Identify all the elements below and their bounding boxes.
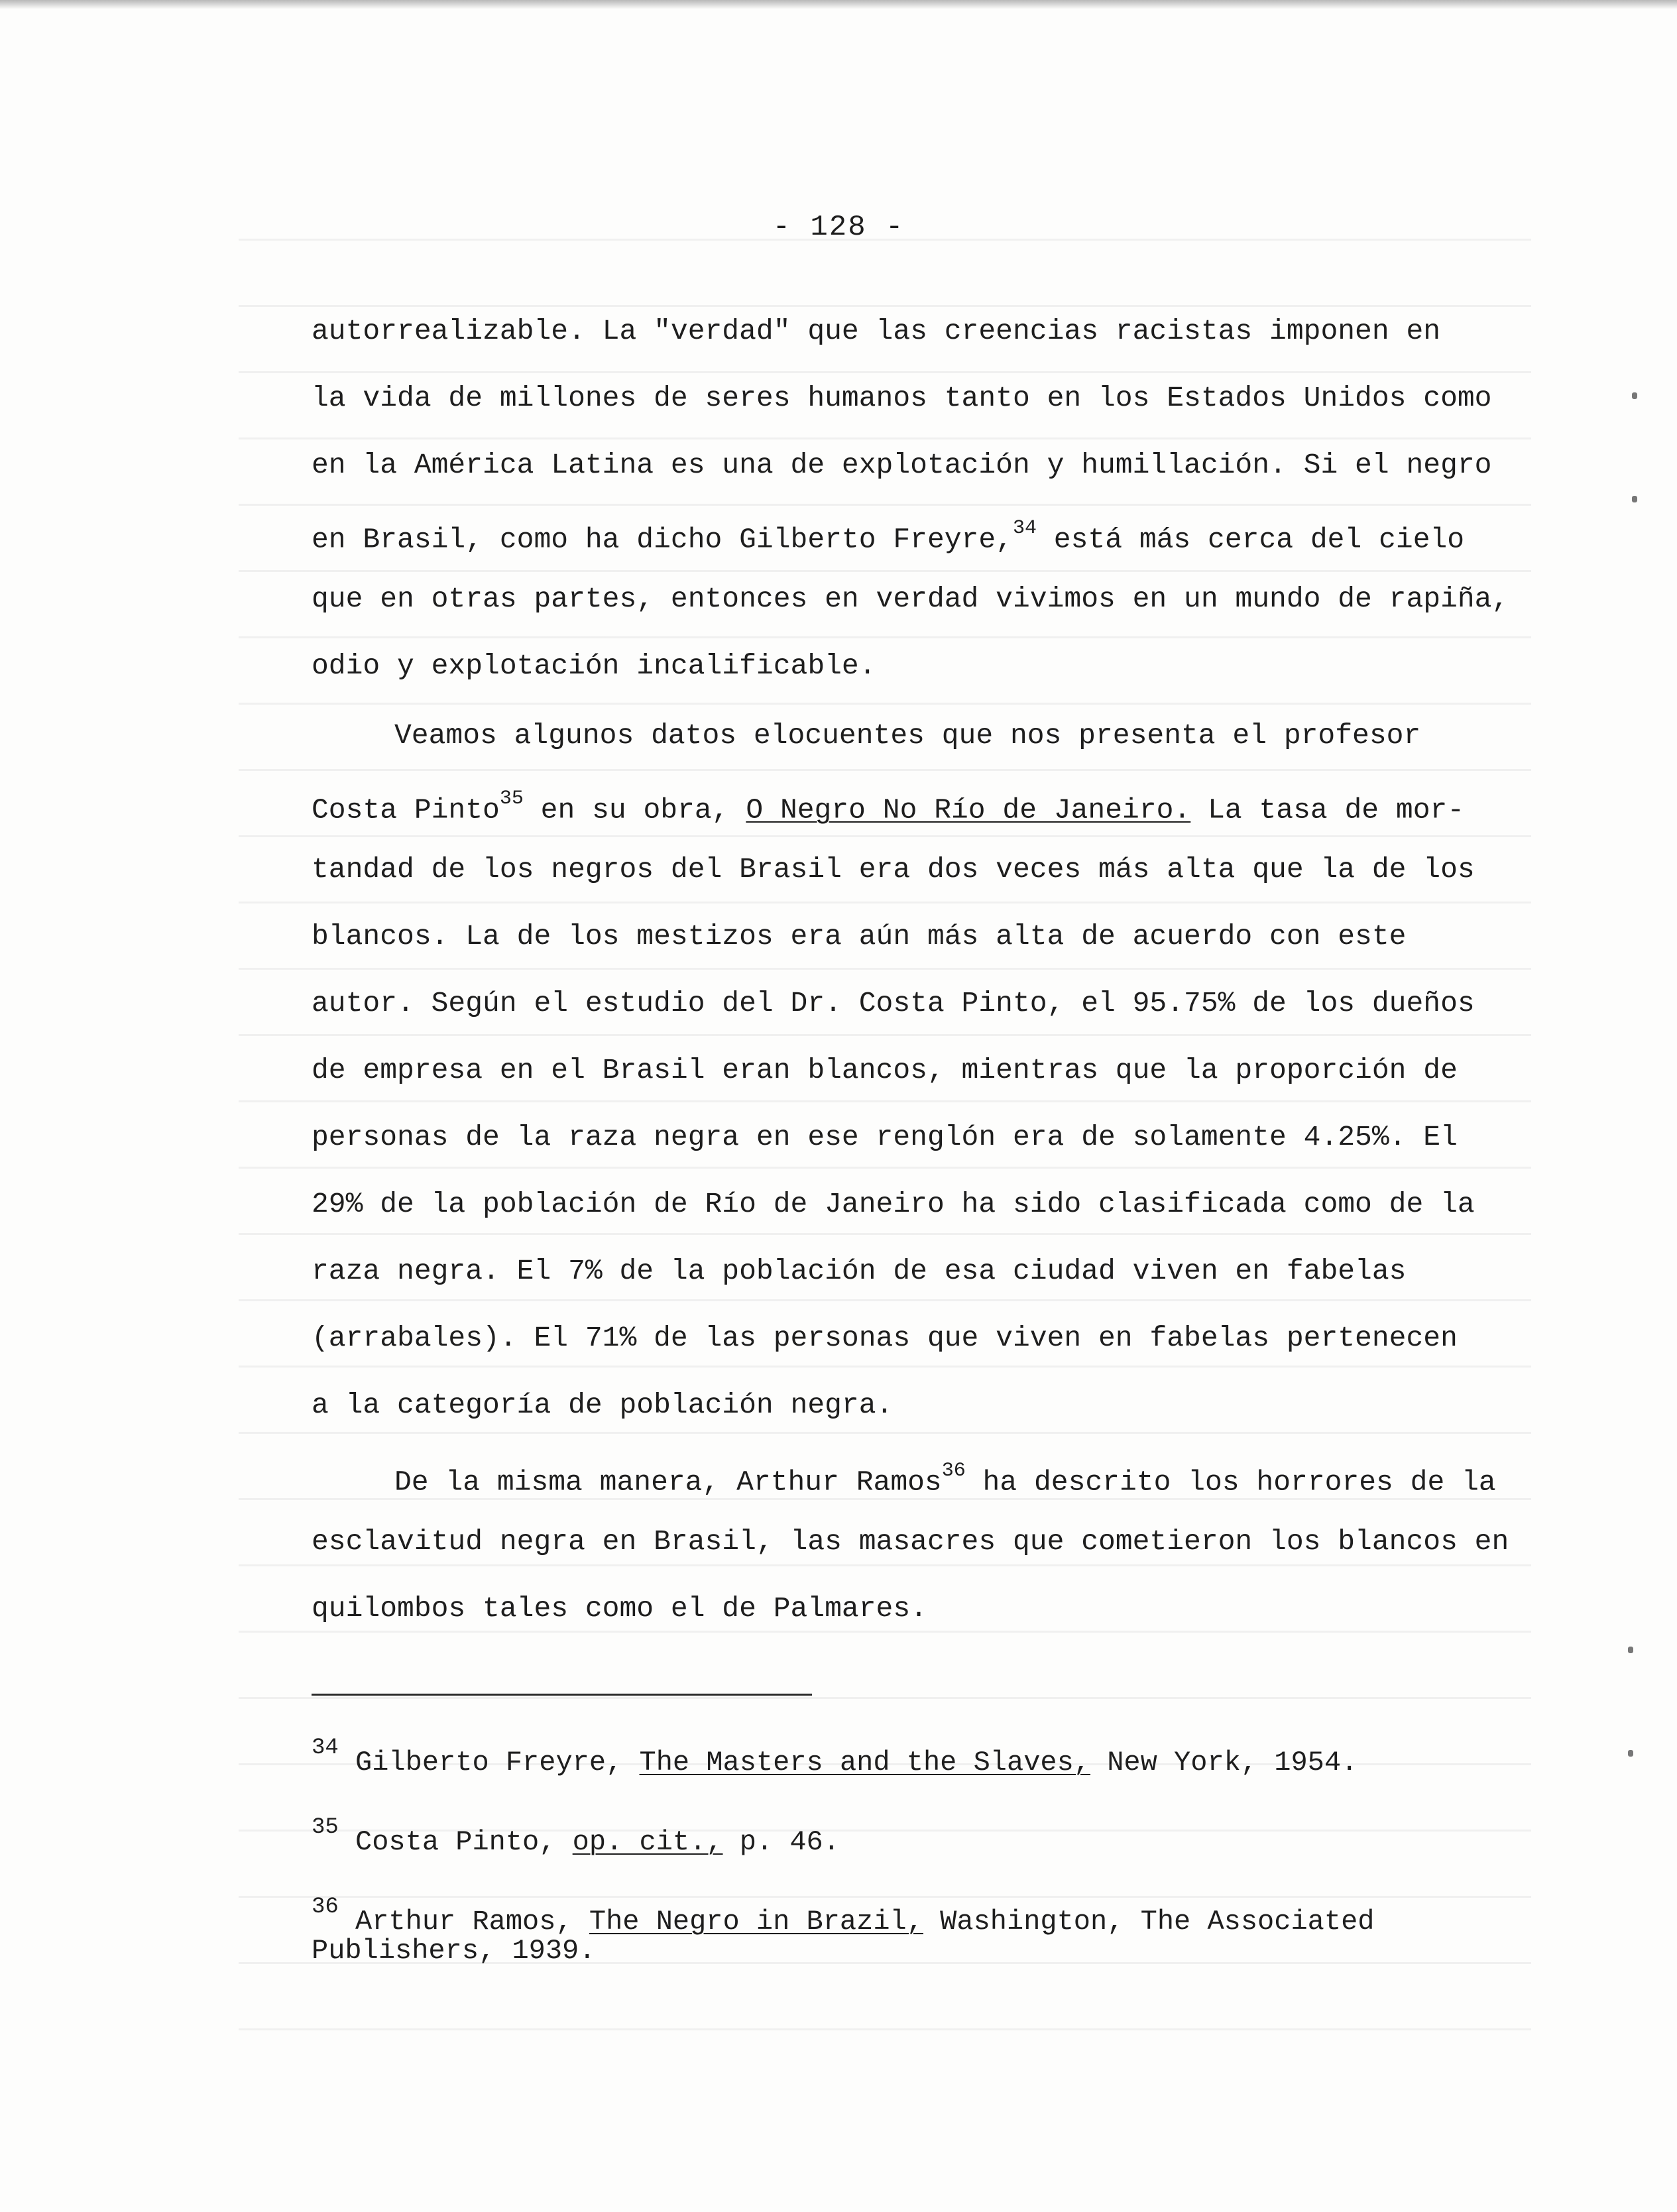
text-run: en Brasil, como ha dicho Gilberto Freyre, <box>312 523 1013 556</box>
text-run: ha descrito los horrores de la <box>965 1466 1496 1499</box>
body-line-15: raza negra. El 7% de la población de esa ciudad viven en fabelas <box>312 1255 1407 1287</box>
body-line-8 <box>312 786 1465 827</box>
scan-top-edge <box>0 0 1677 9</box>
body-line-17: a la categoría de población negra. <box>312 1389 894 1421</box>
body-line-5: que en otras partes, entonces en verdad vivimos en un mundo de rapiña, <box>312 583 1509 615</box>
work-title: The Negro in Brazil, <box>589 1906 923 1938</box>
text-run: New York, 1954. <box>1090 1747 1358 1778</box>
body-line-12: de empresa en el Brasil eran blancos, mientras que la proporción de <box>312 1054 1458 1086</box>
scan-speck <box>1632 496 1637 502</box>
text-run: p. 46. <box>723 1826 840 1858</box>
footnote-36 <box>312 1894 1375 1938</box>
text-run: Costa Pinto, <box>338 1826 573 1858</box>
scan-speck <box>1628 1750 1633 1757</box>
footnote-ref-35: 35 <box>499 787 524 810</box>
text-run: De la misma manera, Arthur Ramos <box>394 1466 942 1499</box>
footnote-35 <box>312 1815 840 1859</box>
footnote-divider <box>312 1694 812 1696</box>
body-line-18 <box>394 1458 1496 1499</box>
body-line-19: esclavitud negra en Brasil, las masacres que cometieron los blancos en <box>312 1525 1509 1558</box>
body-line-16: (arrabales). El 71% de las personas que viven en fabelas pertenecen <box>312 1322 1458 1354</box>
text-run: Washington, The Associated <box>923 1906 1375 1938</box>
footnote-number: 36 <box>312 1894 339 1920</box>
text-run: Arthur Ramos, <box>338 1906 589 1938</box>
body-line-13: personas de la raza negra en ese renglón era de solamente 4.25%. El <box>312 1121 1458 1153</box>
footnote-ref-34: 34 <box>1012 517 1037 540</box>
footnote-ref-36: 36 <box>941 1460 966 1482</box>
work-title: O Negro No Río de Janeiro. <box>746 793 1191 827</box>
body-line-7: Veamos algunos datos elocuentes que nos presenta el profesor <box>394 719 1421 752</box>
body-line-6: odio y explotación incalificable. <box>312 650 876 682</box>
body-line-3: en la América Latina es una de explotación y humillación. Si el negro <box>312 449 1492 481</box>
work-title: op. cit., <box>572 1826 723 1858</box>
body-line-1: autorrealizable. La "verdad" que las creencias racistas imponen en <box>312 315 1441 347</box>
footnote-number: 35 <box>312 1815 339 1840</box>
text-run: La tasa de mor- <box>1190 793 1465 827</box>
scan-speck <box>1628 1647 1633 1653</box>
text-run: Gilberto Freyre, <box>338 1747 640 1778</box>
text-run: está más cerca del cielo <box>1037 523 1465 556</box>
body-line-14: 29% de la población de Río de Janeiro ha sido clasificada como de la <box>312 1188 1475 1220</box>
text-run: Costa Pinto <box>312 793 500 827</box>
body-line-10: blancos. La de los mestizos era aún más alta de acuerdo con este <box>312 920 1407 953</box>
page-number: - 128 - <box>772 211 905 244</box>
work-title: The Masters and the Slaves, <box>639 1747 1091 1778</box>
scan-speck <box>1632 392 1637 399</box>
body-line-9: tandad de los negros del Brasil era dos veces más alta que la de los <box>312 853 1475 886</box>
body-line-2: la vida de millones de seres humanos tanto en los Estados Unidos como <box>312 382 1492 414</box>
footnote-34 <box>312 1735 1358 1779</box>
body-line-20: quilombos tales como el de Palmares. <box>312 1592 927 1625</box>
body-line-11: autor. Según el estudio del Dr. Costa Pinto, el 95.75% de los dueños <box>312 987 1475 1019</box>
body-line-4 <box>312 516 1465 556</box>
footnote-number: 34 <box>312 1735 339 1761</box>
footnote-36-continuation: Publishers, 1939. <box>312 1935 596 1967</box>
text-run: en su obra, <box>523 793 746 827</box>
